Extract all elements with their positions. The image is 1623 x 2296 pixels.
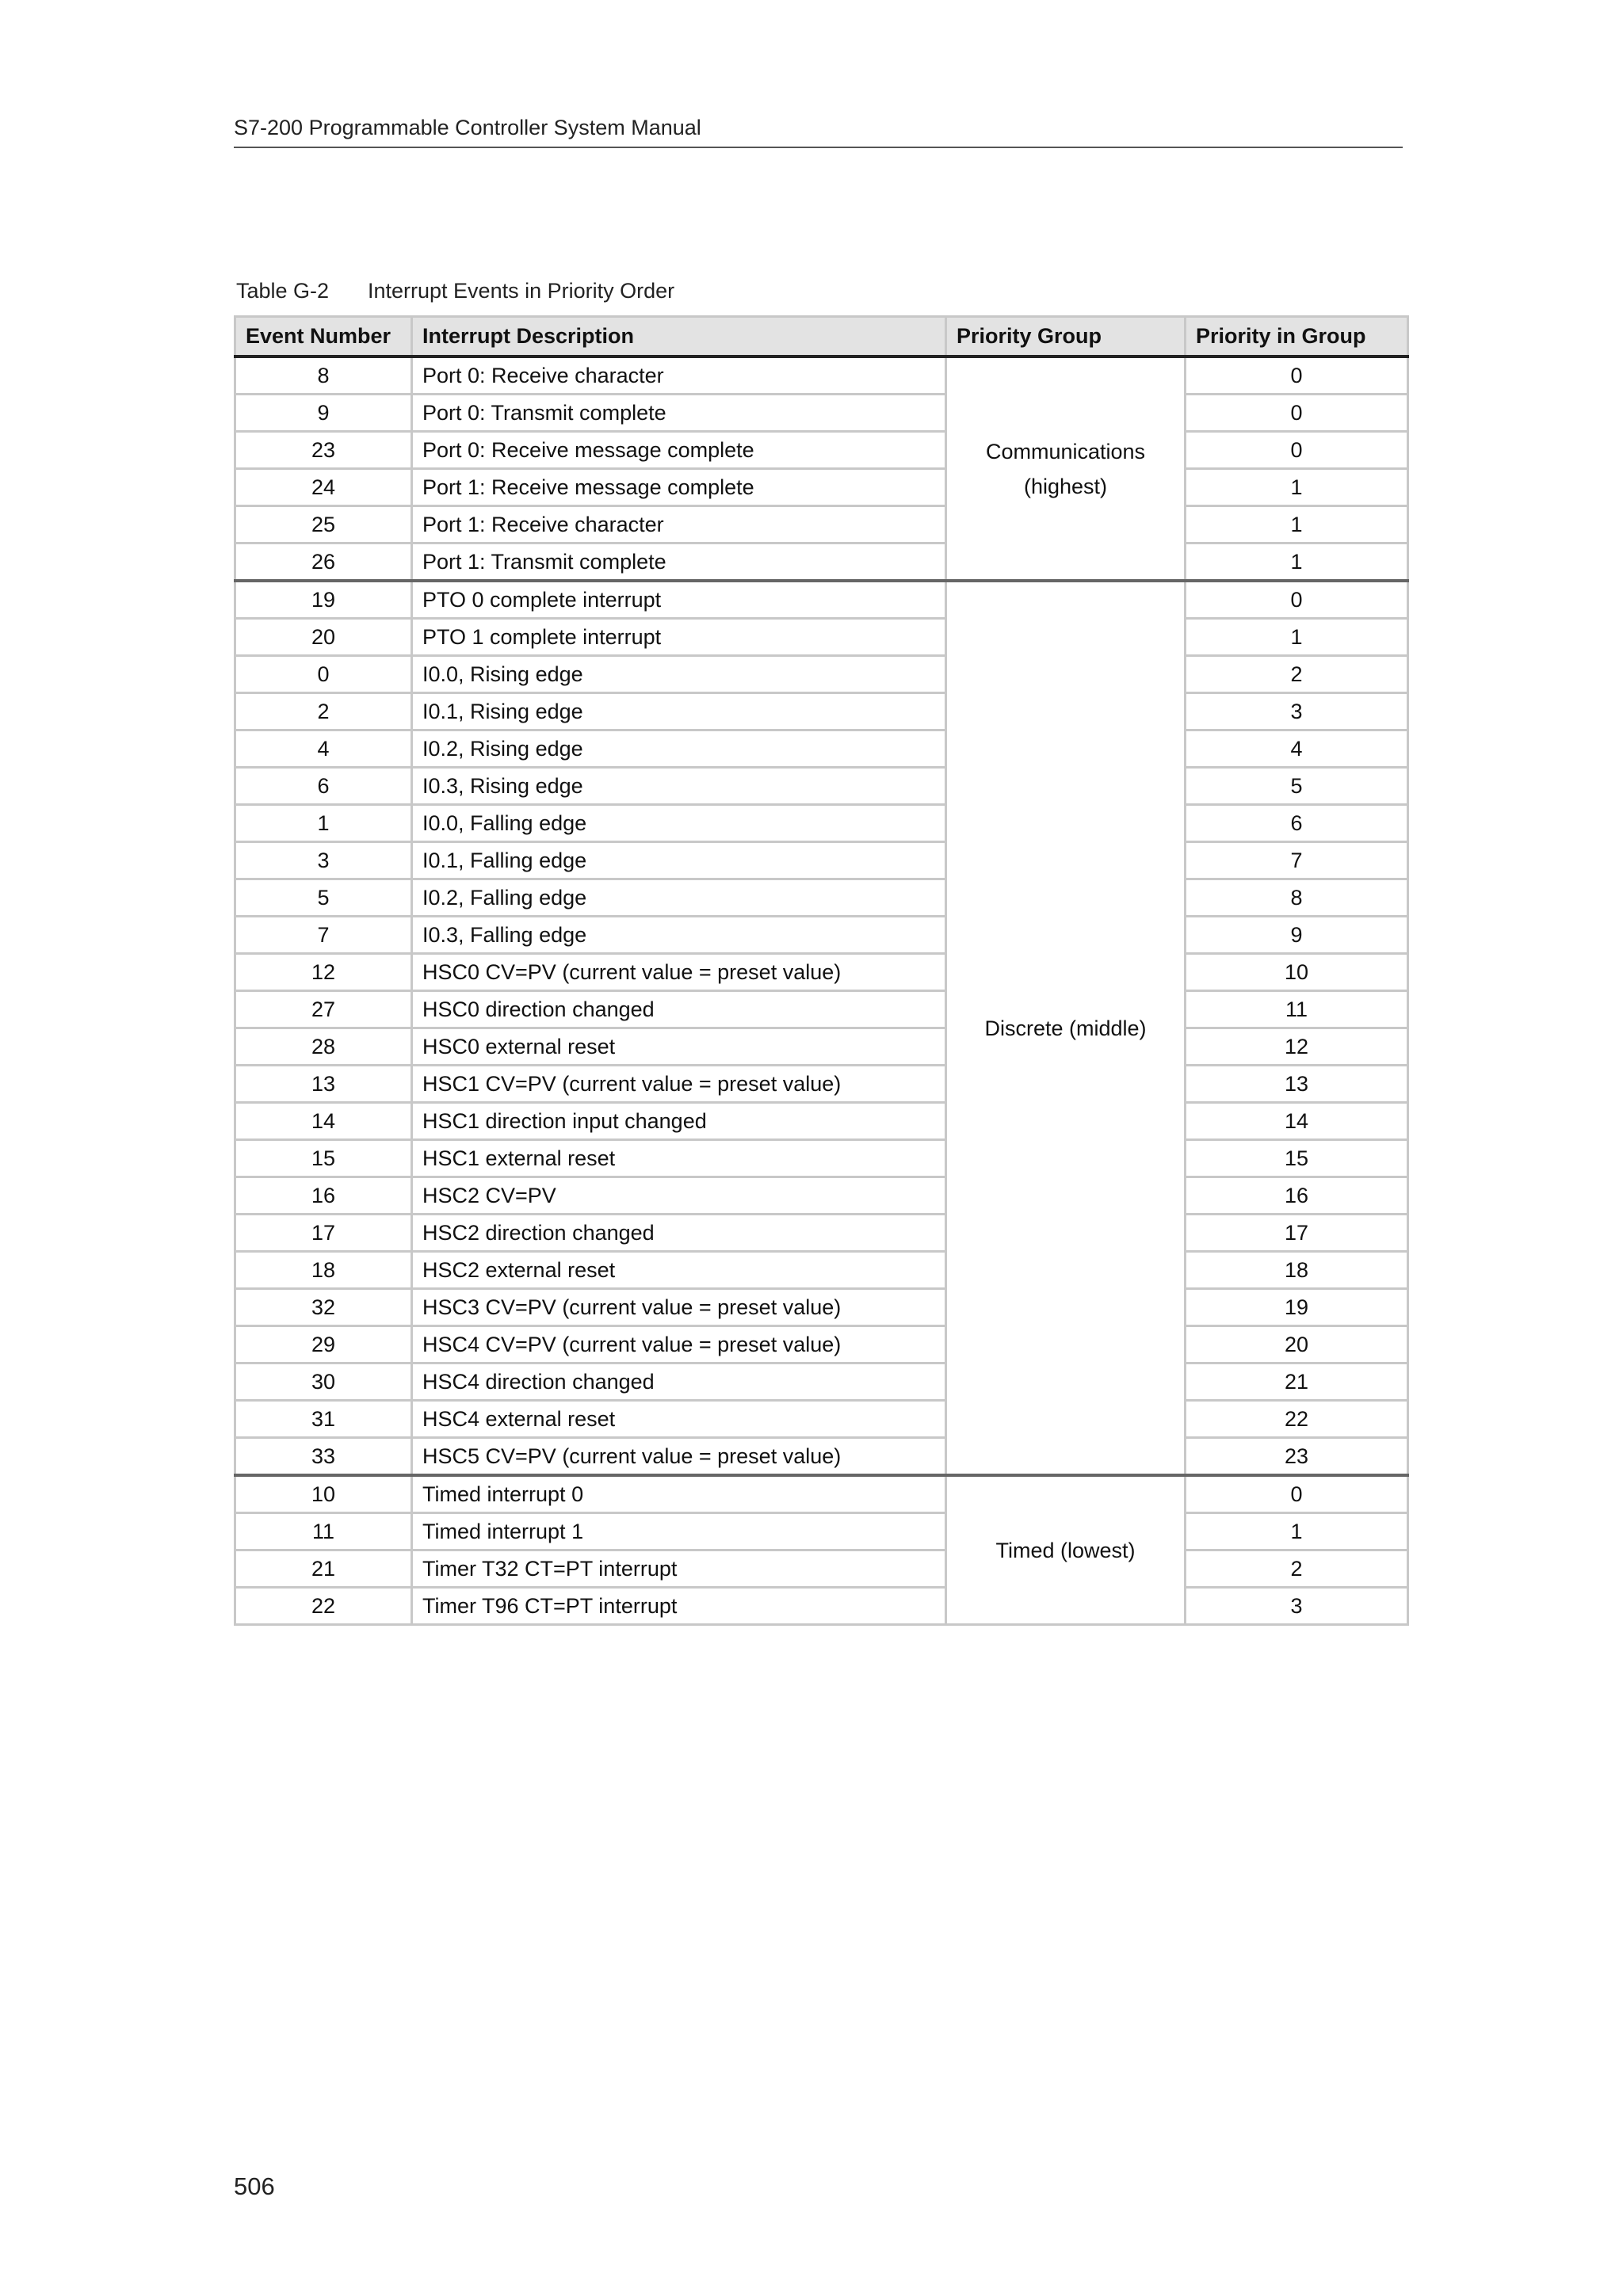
interrupt-description-cell: Timer T96 CT=PT interrupt — [412, 1588, 946, 1625]
table-row — [235, 768, 1408, 805]
table-label: Table G-2 — [236, 279, 330, 303]
interrupt-events-table — [234, 315, 1409, 1626]
interrupt-description-cell: HSC0 direction changed — [412, 991, 946, 1028]
priority-in-group-cell: 23 — [1186, 1438, 1408, 1476]
interrupt-description-cell: I0.2, Falling edge — [412, 879, 946, 917]
event-number-cell: 32 — [235, 1289, 412, 1326]
table-row — [235, 469, 1408, 506]
priority-in-group-cell: 21 — [1186, 1363, 1408, 1401]
interrupt-description-cell: HSC5 CV=PV (current value = preset value) — [412, 1438, 946, 1476]
table-row — [235, 1438, 1408, 1476]
priority-in-group-cell: 6 — [1186, 805, 1408, 842]
table-row — [235, 357, 1408, 395]
priority-group-cell — [946, 581, 1186, 1475]
event-number-cell: 18 — [235, 1252, 412, 1289]
table-row — [235, 917, 1408, 954]
table-caption — [236, 279, 675, 303]
event-number-cell: 1 — [235, 805, 412, 842]
interrupt-description-cell: HSC4 CV=PV (current value = preset value) — [412, 1326, 946, 1363]
priority-in-group-cell: 2 — [1186, 656, 1408, 693]
event-number-cell: 28 — [235, 1028, 412, 1066]
priority-group-qualifier: (highest) — [1023, 474, 1108, 498]
interrupt-description-cell: Port 1: Receive message complete — [412, 469, 946, 506]
table-row — [235, 656, 1408, 693]
table-row — [235, 1550, 1408, 1588]
priority-in-group-cell: 2 — [1186, 1550, 1408, 1588]
event-number-cell: 19 — [235, 581, 412, 619]
priority-in-group-cell: 16 — [1186, 1177, 1408, 1215]
table-row — [235, 954, 1408, 991]
priority-in-group-cell: 4 — [1186, 730, 1408, 768]
interrupt-description-cell: Port 0: Receive character — [412, 357, 946, 395]
column-header-event-number: Event Number — [235, 317, 412, 357]
interrupt-description-cell: HSC3 CV=PV (current value = preset value) — [412, 1289, 946, 1326]
event-number-cell: 30 — [235, 1363, 412, 1401]
event-number-cell: 24 — [235, 469, 412, 506]
priority-in-group-cell: 0 — [1186, 1475, 1408, 1513]
priority-in-group-cell: 0 — [1186, 581, 1408, 619]
event-number-cell: 15 — [235, 1140, 412, 1177]
interrupt-description-cell: HSC4 direction changed — [412, 1363, 946, 1401]
event-number-cell: 23 — [235, 432, 412, 469]
priority-group-name: Communications — [985, 439, 1146, 463]
header-rule — [234, 147, 1403, 148]
event-number-cell: 29 — [235, 1326, 412, 1363]
table-row — [235, 693, 1408, 730]
table-row — [235, 1588, 1408, 1625]
priority-in-group-cell: 19 — [1186, 1289, 1408, 1326]
event-number-cell: 11 — [235, 1513, 412, 1550]
table-row — [235, 1252, 1408, 1289]
event-number-cell: 25 — [235, 506, 412, 543]
priority-in-group-cell: 15 — [1186, 1140, 1408, 1177]
interrupt-description-cell: HSC2 CV=PV — [412, 1177, 946, 1215]
priority-in-group-cell: 1 — [1186, 619, 1408, 656]
table-row — [235, 805, 1408, 842]
priority-in-group-cell: 9 — [1186, 917, 1408, 954]
interrupt-description-cell: Timed interrupt 1 — [412, 1513, 946, 1550]
priority-in-group-cell: 14 — [1186, 1103, 1408, 1140]
interrupt-description-cell: HSC4 external reset — [412, 1401, 946, 1438]
priority-in-group-cell: 20 — [1186, 1326, 1408, 1363]
priority-in-group-cell: 1 — [1186, 543, 1408, 582]
table-title: Interrupt Events in Priority Order — [368, 279, 675, 303]
priority-in-group-cell: 1 — [1186, 506, 1408, 543]
interrupt-description-cell: I0.3, Rising edge — [412, 768, 946, 805]
interrupt-description-cell: Port 1: Transmit complete — [412, 543, 946, 582]
interrupt-description-cell: HSC1 CV=PV (current value = preset value) — [412, 1066, 946, 1103]
interrupt-description-cell: I0.2, Rising edge — [412, 730, 946, 768]
interrupt-description-cell: Port 0: Transmit complete — [412, 395, 946, 432]
table-row — [235, 1103, 1408, 1140]
interrupt-description-cell: I0.3, Falling edge — [412, 917, 946, 954]
interrupt-description-cell: Port 0: Receive message complete — [412, 432, 946, 469]
table-row — [235, 1066, 1408, 1103]
interrupt-description-cell: HSC2 direction changed — [412, 1215, 946, 1252]
priority-in-group-cell: 11 — [1186, 991, 1408, 1028]
table-row — [235, 1513, 1408, 1550]
table-row — [235, 1401, 1408, 1438]
priority-in-group-cell: 0 — [1186, 432, 1408, 469]
priority-in-group-cell: 0 — [1186, 357, 1408, 395]
interrupt-description-cell: HSC1 external reset — [412, 1140, 946, 1177]
table-row — [235, 506, 1408, 543]
event-number-cell: 9 — [235, 395, 412, 432]
event-number-cell: 22 — [235, 1588, 412, 1625]
interrupt-description-cell: PTO 0 complete interrupt — [412, 581, 946, 619]
column-header-interrupt-description: Interrupt Description — [412, 317, 946, 357]
table-row — [235, 842, 1408, 879]
table-header-row — [235, 317, 1408, 357]
event-number-cell: 17 — [235, 1215, 412, 1252]
table-row — [235, 1475, 1408, 1513]
priority-in-group-cell: 5 — [1186, 768, 1408, 805]
table-row — [235, 991, 1408, 1028]
priority-in-group-cell: 22 — [1186, 1401, 1408, 1438]
column-header-priority-group: Priority Group — [946, 317, 1186, 357]
table-row — [235, 395, 1408, 432]
table-row — [235, 1215, 1408, 1252]
priority-in-group-cell: 1 — [1186, 469, 1408, 506]
event-number-cell: 20 — [235, 619, 412, 656]
priority-in-group-cell: 18 — [1186, 1252, 1408, 1289]
table-row — [235, 1140, 1408, 1177]
column-header-priority-in-group: Priority in Group — [1186, 317, 1408, 357]
priority-in-group-cell: 3 — [1186, 693, 1408, 730]
event-number-cell: 21 — [235, 1550, 412, 1588]
interrupt-description-cell: HSC1 direction input changed — [412, 1103, 946, 1140]
priority-in-group-cell: 7 — [1186, 842, 1408, 879]
event-number-cell: 26 — [235, 543, 412, 582]
table-row — [235, 1289, 1408, 1326]
event-number-cell: 10 — [235, 1475, 412, 1513]
event-number-cell: 3 — [235, 842, 412, 879]
priority-group-name: Timed (lowest) — [995, 1538, 1136, 1562]
event-number-cell: 33 — [235, 1438, 412, 1476]
table-row — [235, 879, 1408, 917]
interrupt-description-cell: I0.1, Rising edge — [412, 693, 946, 730]
table-body — [235, 357, 1408, 1625]
event-number-cell: 8 — [235, 357, 412, 395]
priority-in-group-cell: 10 — [1186, 954, 1408, 991]
priority-group-cell — [946, 1475, 1186, 1625]
priority-in-group-cell: 12 — [1186, 1028, 1408, 1066]
priority-group-name: Discrete (middle) — [984, 1016, 1147, 1040]
event-number-cell: 6 — [235, 768, 412, 805]
event-number-cell: 7 — [235, 917, 412, 954]
priority-in-group-cell: 1 — [1186, 1513, 1408, 1550]
interrupt-description-cell: I0.0, Rising edge — [412, 656, 946, 693]
event-number-cell: 12 — [235, 954, 412, 991]
interrupt-description-cell: HSC0 external reset — [412, 1028, 946, 1066]
page-number: 506 — [234, 2172, 275, 2200]
interrupt-description-cell: PTO 1 complete interrupt — [412, 619, 946, 656]
priority-in-group-cell: 0 — [1186, 395, 1408, 432]
event-number-cell: 5 — [235, 879, 412, 917]
table-row — [235, 543, 1408, 582]
table-row — [235, 1177, 1408, 1215]
interrupt-description-cell: Port 1: Receive character — [412, 506, 946, 543]
table-row — [235, 432, 1408, 469]
event-number-cell: 27 — [235, 991, 412, 1028]
priority-in-group-cell: 17 — [1186, 1215, 1408, 1252]
running-header: S7-200 Programmable Controller System Manual — [234, 116, 701, 139]
table-row — [235, 1028, 1408, 1066]
priority-in-group-cell: 8 — [1186, 879, 1408, 917]
event-number-cell: 4 — [235, 730, 412, 768]
interrupt-description-cell: HSC2 external reset — [412, 1252, 946, 1289]
interrupt-description-cell: Timed interrupt 0 — [412, 1475, 946, 1513]
priority-in-group-cell: 13 — [1186, 1066, 1408, 1103]
interrupt-description-cell: I0.1, Falling edge — [412, 842, 946, 879]
interrupt-description-cell: HSC0 CV=PV (current value = preset value) — [412, 954, 946, 991]
interrupt-description-cell: Timer T32 CT=PT interrupt — [412, 1550, 946, 1588]
table-row — [235, 1326, 1408, 1363]
interrupt-description-cell: I0.0, Falling edge — [412, 805, 946, 842]
table-row — [235, 730, 1408, 768]
table-row — [235, 581, 1408, 619]
priority-group-cell — [946, 357, 1186, 581]
priority-in-group-cell: 3 — [1186, 1588, 1408, 1625]
event-number-cell: 13 — [235, 1066, 412, 1103]
event-number-cell: 2 — [235, 693, 412, 730]
table-row — [235, 619, 1408, 656]
table-row — [235, 1363, 1408, 1401]
event-number-cell: 14 — [235, 1103, 412, 1140]
event-number-cell: 0 — [235, 656, 412, 693]
event-number-cell: 31 — [235, 1401, 412, 1438]
event-number-cell: 16 — [235, 1177, 412, 1215]
